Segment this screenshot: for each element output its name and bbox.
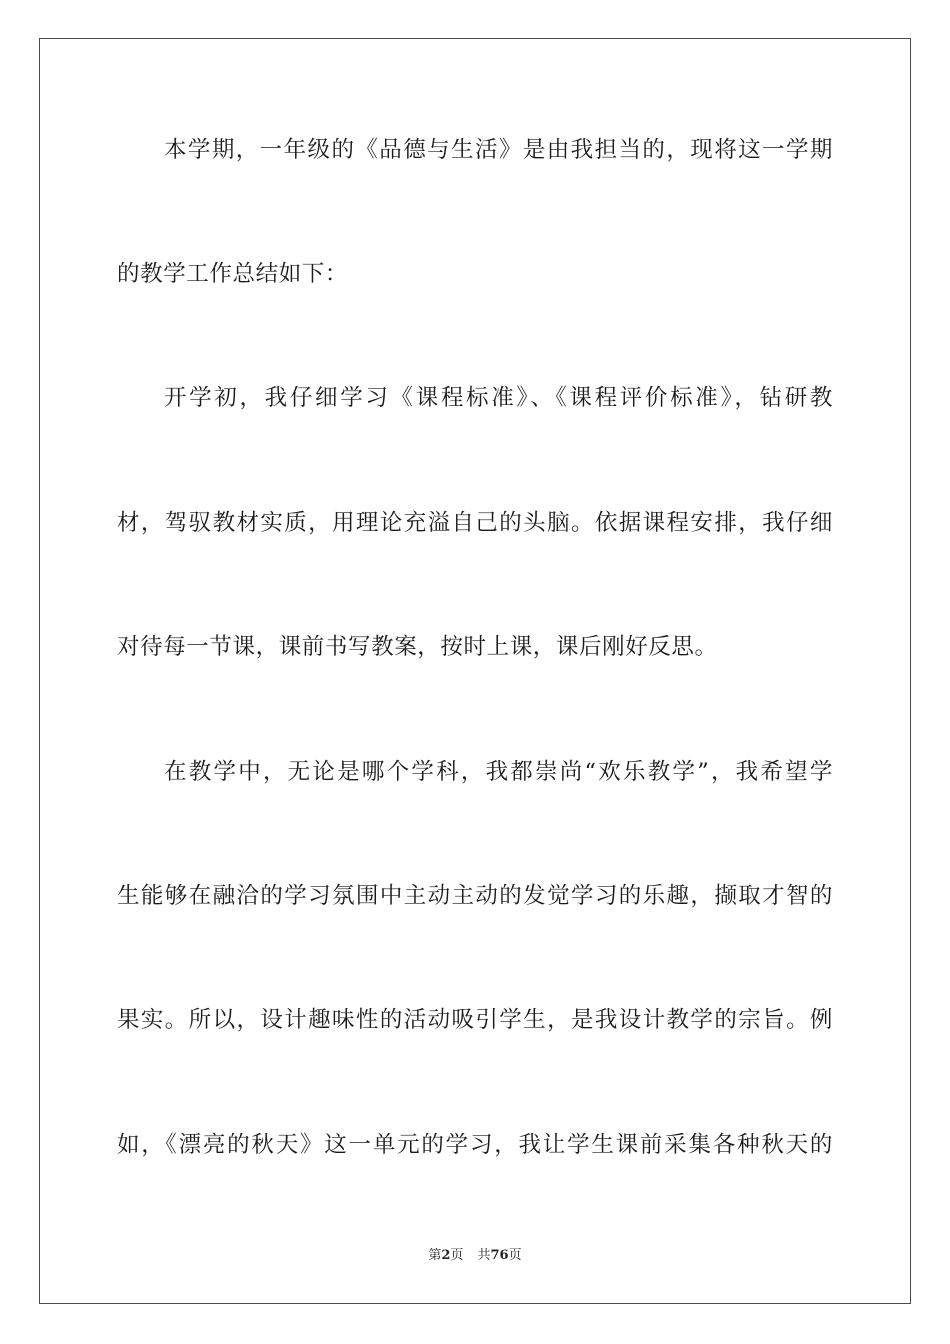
page-frame bbox=[39, 38, 911, 1304]
paragraph-3-line-4: 如，《漂亮的秋天》这一单元的学习，我让学生课前采集各种秋天的 bbox=[117, 1132, 833, 1158]
footer-page-number: 2 bbox=[441, 1248, 451, 1263]
paragraph-3-line-1: 在教学中，无论是哪个学科，我都崇尚“欢乐教学”，我希望学 bbox=[164, 759, 833, 785]
paragraph-2-line-3: 对待每一节课，课前书写教案，按时上课，课后刚好反思。 bbox=[117, 634, 718, 660]
paragraph-2-line-2: 材，驾驭教材实质，用理论充溢自己的头脑。依据课程安排，我仔细 bbox=[117, 510, 833, 536]
footer-total-suffix: 页 bbox=[508, 1248, 522, 1263]
footer-total-number: 76 bbox=[490, 1248, 509, 1263]
paragraph-1-line-1: 本学期，一年级的《品德与生活》是由我担当的，现将这一学期 bbox=[164, 137, 833, 163]
footer-page-suffix: 页 bbox=[450, 1248, 464, 1263]
footer-total-prefix: 共 bbox=[477, 1248, 491, 1263]
paragraph-2-line-1: 开学初，我仔细学习《课程标准》、《课程评价标准》，钻研教 bbox=[164, 385, 833, 411]
footer-page-prefix: 第 bbox=[428, 1248, 442, 1263]
page-footer bbox=[0, 1246, 950, 1266]
paragraph-3-line-3: 果实。所以，设计趣味性的活动吸引学生，是我设计教学的宗旨。例 bbox=[117, 1007, 833, 1033]
paragraph-3-line-2: 生能够在融洽的学习氛围中主动主动的发觉学习的乐趣，撷取才智的 bbox=[117, 883, 833, 909]
paragraph-1-line-2: 的教学工作总结如下： bbox=[117, 261, 349, 287]
